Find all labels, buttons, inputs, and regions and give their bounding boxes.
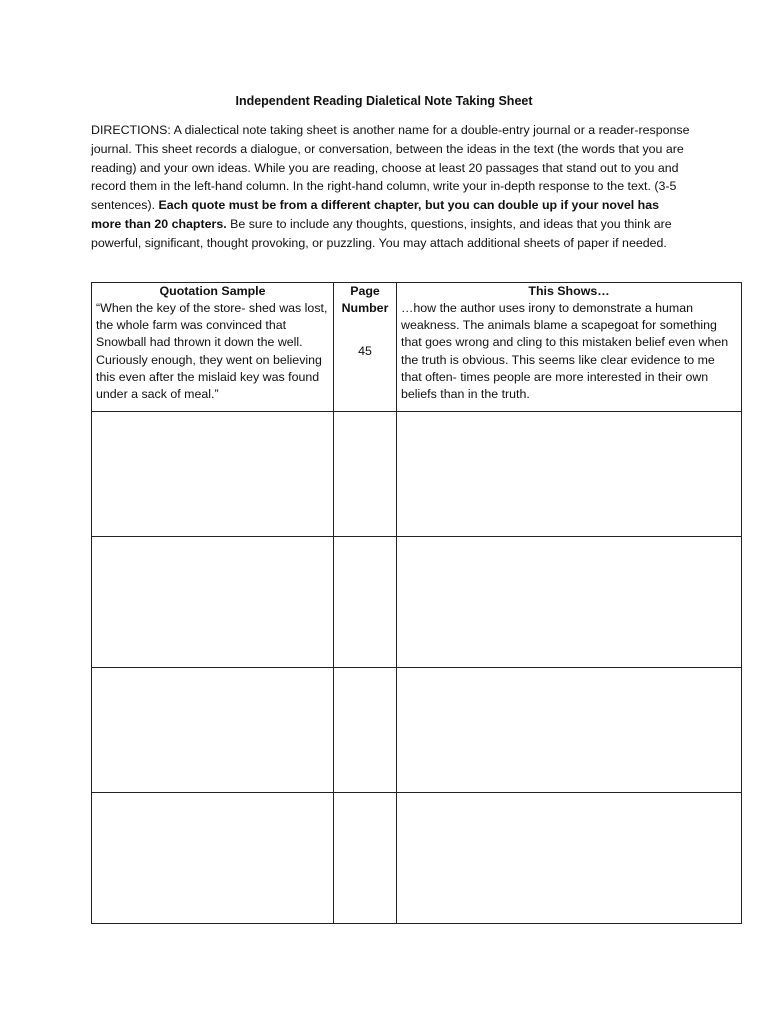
this-shows-header: This Shows…: [528, 284, 610, 298]
blank-entry-row: [92, 793, 742, 924]
sample-quote: “When the key of the store- shed was lost, the whole farm was convinced that Snowball had thrown it down the well. Curiously enough, they went on believing this even after the mislaid key was found under a sack of meal.”: [96, 301, 328, 402]
sample-response: …how the author uses irony to demonstrate a human weakness. The animals blame a scapegoat for something that goes wrong and cling to this mistaken belief even when the truth is obvious. This seems like clear evidence to me that often- times people are more interested in their own beliefs than in the truth.: [401, 301, 729, 402]
blank-entry-row: [92, 668, 742, 793]
note-taking-table: [91, 282, 742, 924]
blank-entry-row: [92, 412, 742, 537]
blank-response-cell[interactable]: [397, 668, 742, 793]
quotation-header: Quotation Sample: [159, 284, 266, 298]
blank-entry-row: [92, 537, 742, 668]
blank-response-cell[interactable]: [397, 537, 742, 668]
page-number-cell: [334, 283, 397, 412]
blank-quotation-cell[interactable]: [92, 793, 334, 924]
directions-paragraph: [91, 121, 691, 253]
directions-bold-text: Each quote must be from a different chapter, but you can double up if your novel has more than 20 chapters.: [91, 198, 660, 231]
this-shows-cell: [397, 283, 742, 412]
blank-response-cell[interactable]: [397, 793, 742, 924]
quotation-cell: [92, 283, 334, 412]
sample-row: [92, 283, 742, 412]
blank-quotation-cell[interactable]: [92, 412, 334, 537]
blank-quotation-cell[interactable]: [92, 537, 334, 668]
sample-page-number: 45: [358, 344, 372, 358]
page-title: Independent Reading Dialetical Note Taking Sheet: [235, 94, 533, 108]
directions-text-start: DIRECTIONS: A dialectical note taking sheet is another name for a double-entry journal or a reader-response journal. This sheet records a dialogue, or conversation, between the ideas in the text (the words that you are reading) and your own ideas. While you are reading, choose at least 20 passages that stand out to you and record them in the left-hand column. In the right-hand column, write your in-depth response to the text. (3-5 sentences).: [91, 123, 690, 213]
blank-response-cell[interactable]: [397, 412, 742, 537]
blank-page-cell[interactable]: [334, 537, 397, 668]
blank-page-cell[interactable]: [334, 793, 397, 924]
blank-page-cell[interactable]: [334, 412, 397, 537]
blank-quotation-cell[interactable]: [92, 668, 334, 793]
blank-page-cell[interactable]: [334, 668, 397, 793]
directions-text-end: Be sure to include any thoughts, questions, insights, and ideas that you think are powerful, significant, thought provoking, or puzzling. You may attach additional sheets of paper if needed.: [91, 216, 672, 250]
page-number-header: Page Number: [341, 284, 389, 315]
